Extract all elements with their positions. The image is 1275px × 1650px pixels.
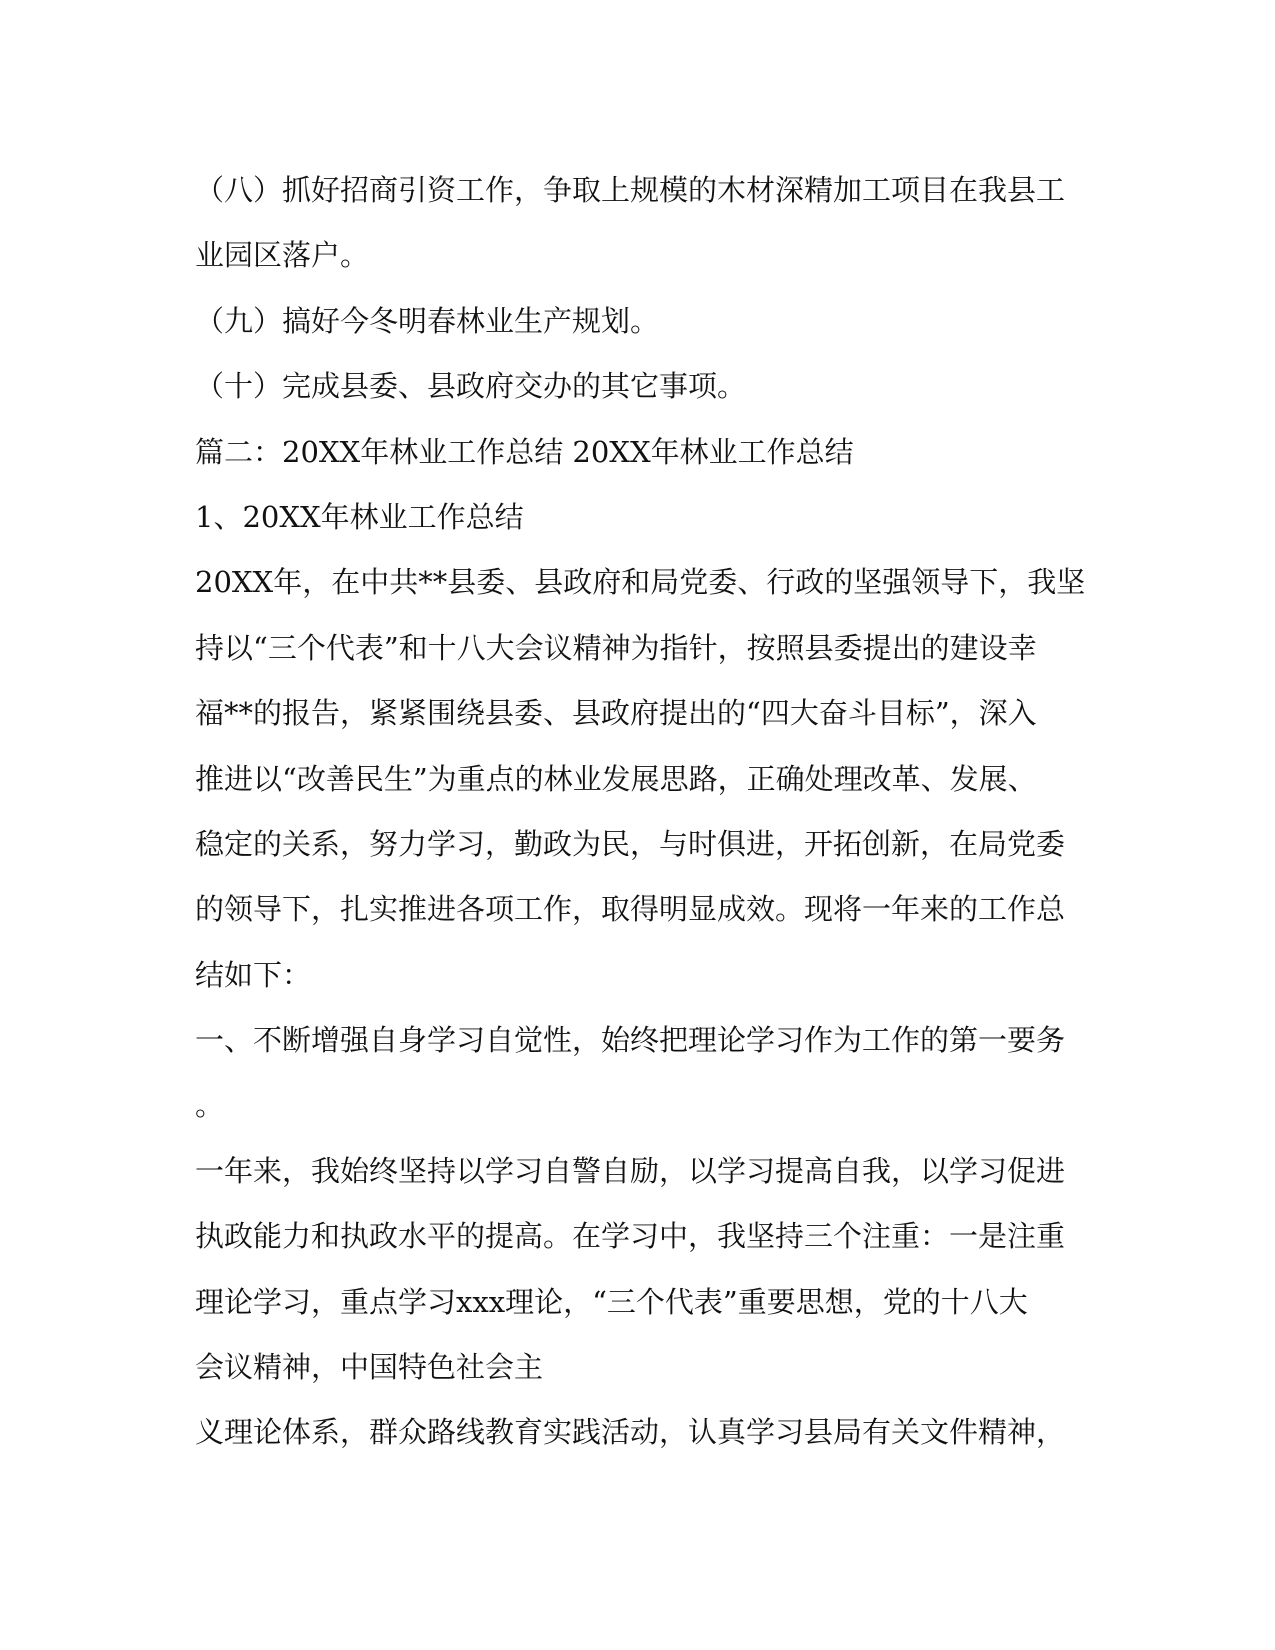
text-line: 义理论体系，群众路线教育实践活动，认真学习县局有关文件精神，	[195, 1415, 1066, 1450]
text-line: 福**的报告，紧紧围绕县委、县政府提出的“四大奋斗目标”，深入	[195, 696, 1037, 731]
section-heading: 篇二：20XX年林业工作总结 20XX年林业工作总结	[195, 434, 854, 469]
text-line: （十）完成县委、县政府交办的其它事项。	[195, 369, 747, 404]
text-line: 执政能力和执政水平的提高。在学习中，我坚持三个注重：一是注重	[195, 1219, 1066, 1254]
subsection-heading: 1、20XX年林业工作总结	[195, 499, 524, 534]
text-line: 的领导下，扎实推进各项工作，取得明显成效。现将一年来的工作总	[195, 892, 1066, 927]
text-line: （八）抓好招商引资工作，争取上规模的木材深精加工项目在我县工	[195, 173, 1066, 207]
text-line: 理论学习，重点学习xxx理论，“三个代表”重要思想，党的十八大	[195, 1284, 1028, 1319]
document-body	[195, 158, 1086, 1466]
text-line: （九）搞好今冬明春林业生产规划。	[195, 303, 660, 338]
text-line: 业园区落户。	[195, 238, 370, 273]
text-line: 一年来，我始终坚持以学习自警自励，以学习提高自我，以学习促进	[195, 1153, 1066, 1188]
text-line: 结如下：	[195, 957, 312, 992]
text-line: 一、不断增强自身学习自觉性，始终把理论学习作为工作的第一要务	[195, 1023, 1066, 1058]
text-line: 推进以“改善民生”为重点的林业发展思路，正确处理改革、发展、	[195, 761, 1037, 796]
text-line: 20XX年，在中共**县委、县政府和局党委、行政的坚强领导下，我坚	[195, 565, 1086, 600]
text-line: 会议精神，中国特色社会主	[195, 1350, 544, 1385]
text-line: 稳定的关系，努力学习，勤政为民，与时俱进，开拓创新，在局党委	[195, 826, 1066, 861]
text-line: 持以“三个代表”和十八大会议精神为指针，按照县委提出的建设幸	[195, 630, 1037, 665]
text-line: 。	[195, 1088, 225, 1123]
